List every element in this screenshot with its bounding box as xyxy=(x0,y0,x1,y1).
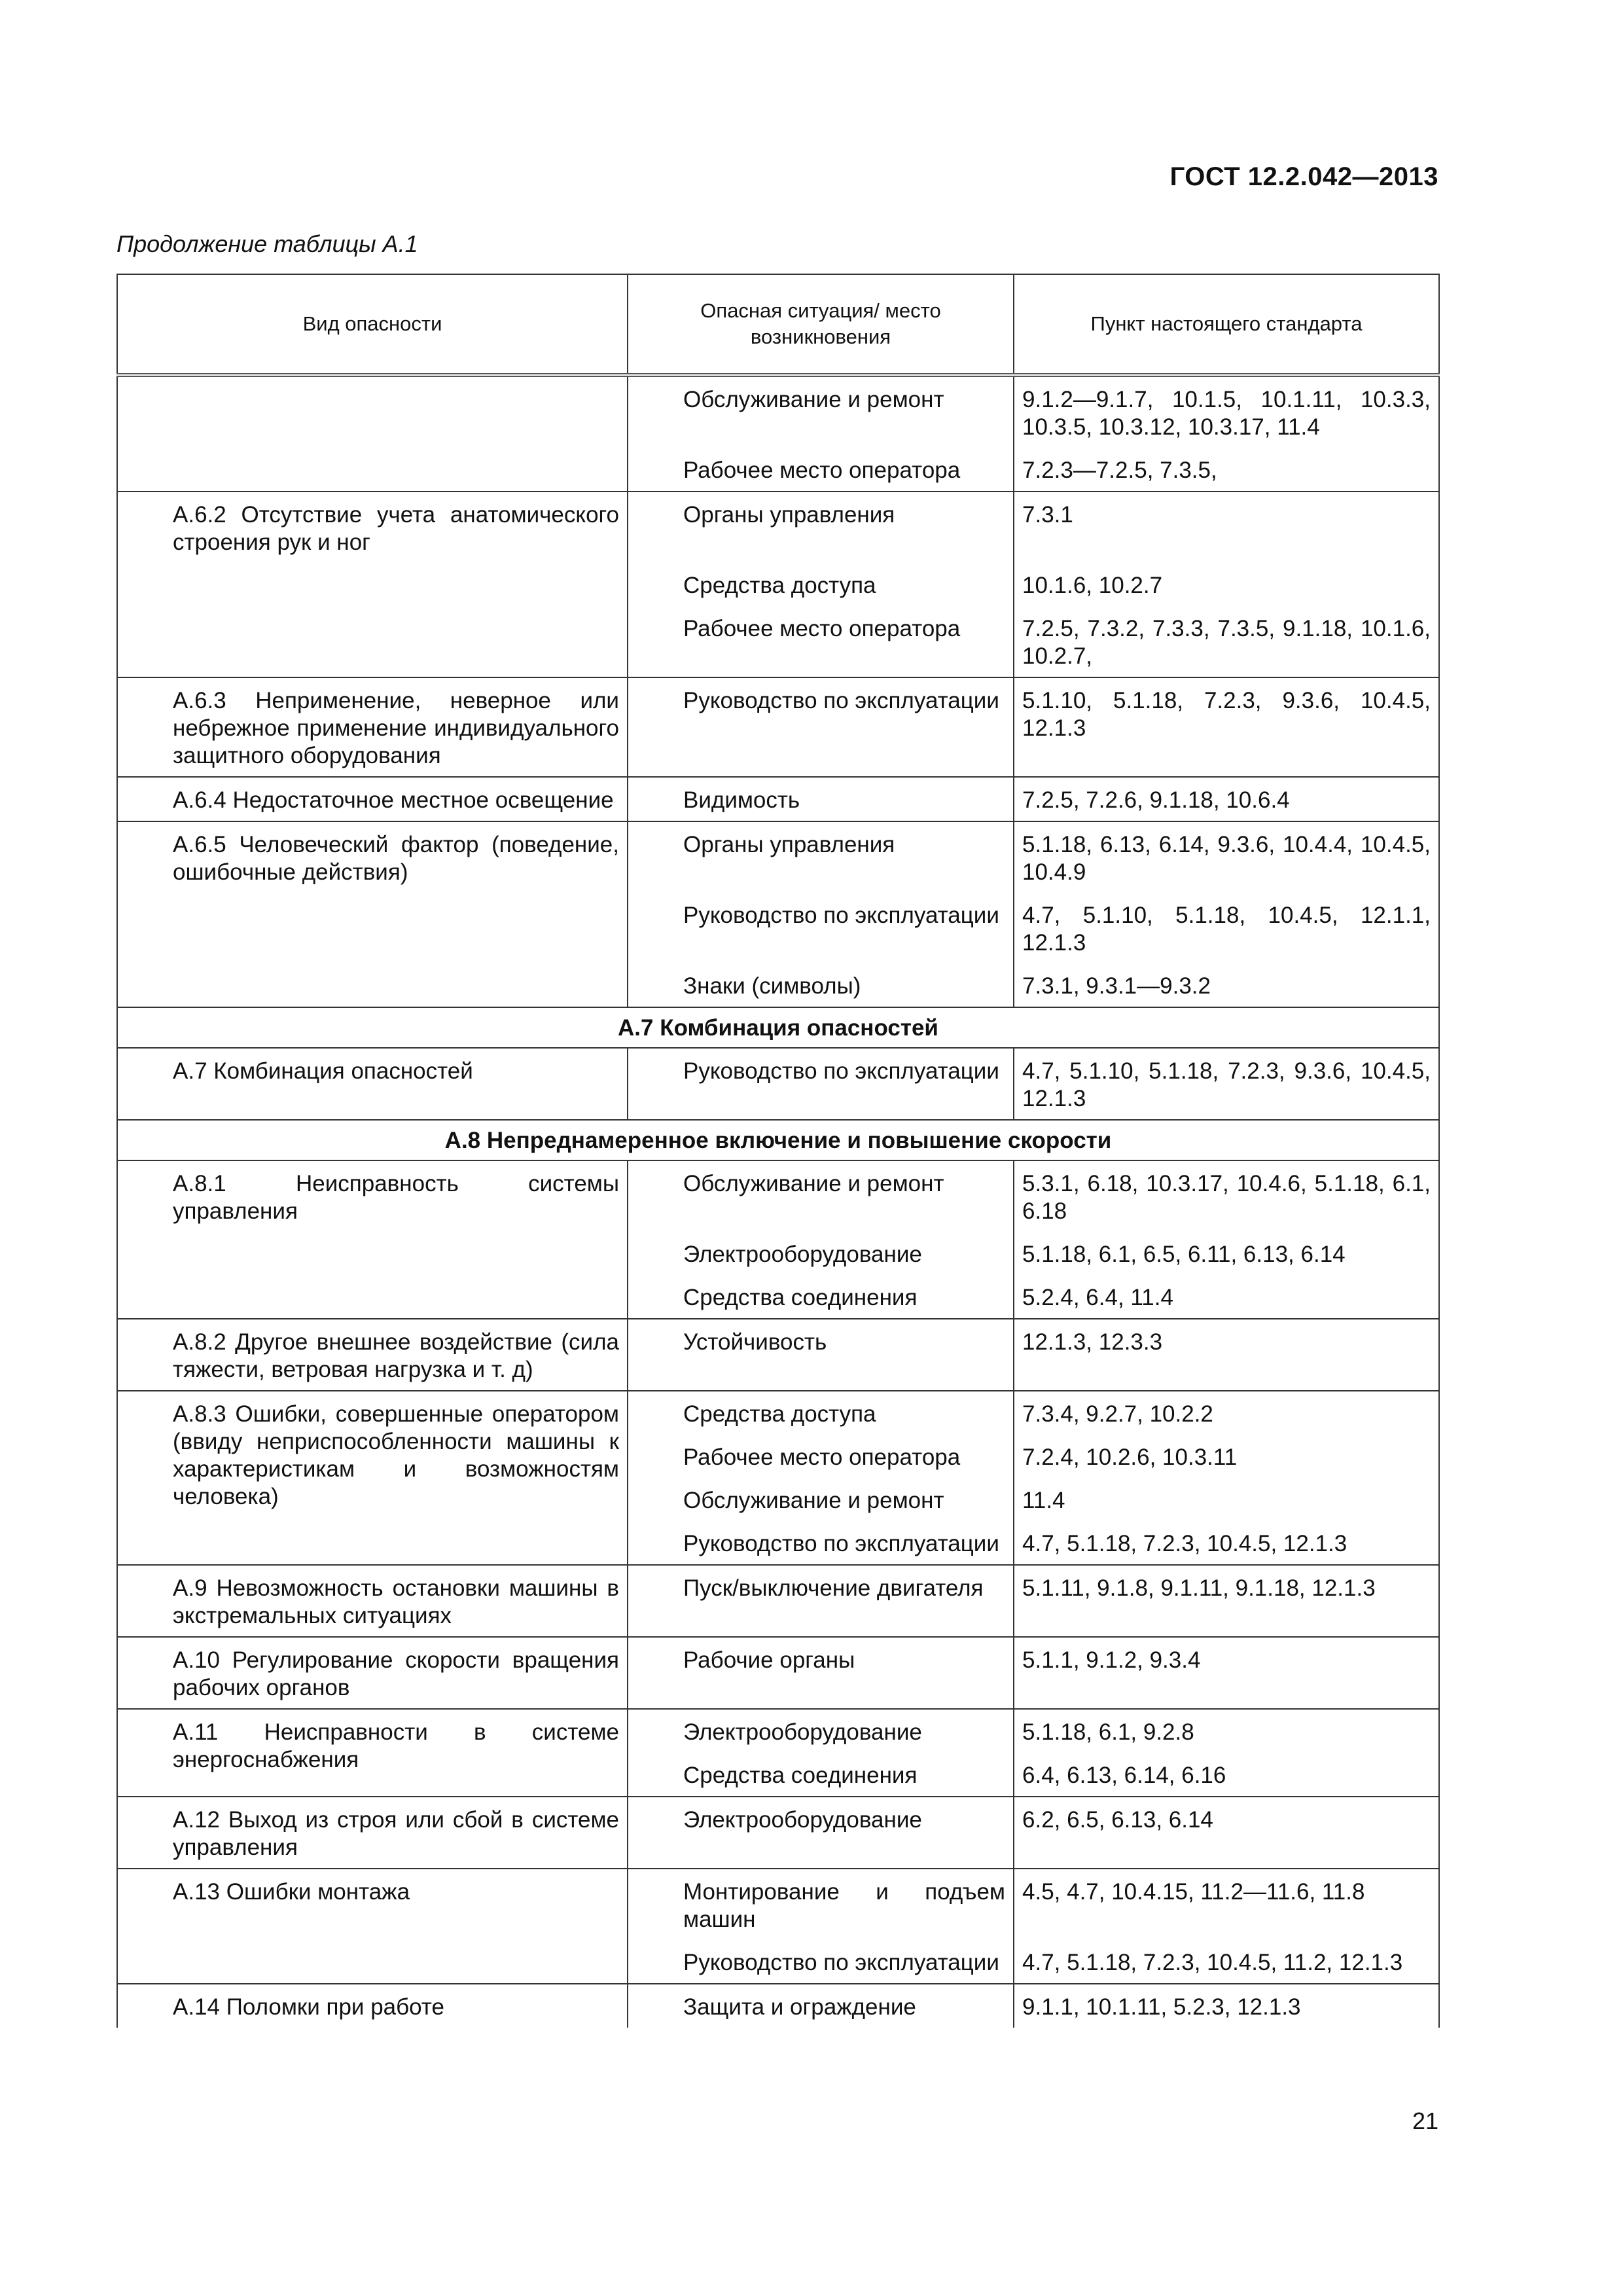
situation-cell: Электрооборудование xyxy=(628,1709,1014,1753)
situation-cell: Монтирование и подъем машин xyxy=(628,1869,1014,1940)
situation-cell: Руководство по эксплуатации xyxy=(628,893,1014,963)
situation-cell: Средства соединения xyxy=(628,1753,1014,1797)
table-row xyxy=(117,1637,1439,1709)
situation-cell: Знаки (символы) xyxy=(628,963,1014,1007)
clauses-cell: 11.4 xyxy=(1014,1478,1439,1521)
clauses-cell: 6.2, 6.5, 6.13, 6.14 xyxy=(1014,1797,1439,1869)
hazard-cell: А.14 Поломки при работе xyxy=(117,1984,628,2028)
clauses-cell: 7.3.1 xyxy=(1014,492,1439,563)
hazard-cell: А.10 Регулирование скорости вращения рабочих органов xyxy=(117,1637,628,1709)
clauses-cell: 4.7, 5.1.18, 7.2.3, 10.4.5, 11.2, 12.1.3 xyxy=(1014,1940,1439,1984)
clauses-cell: 4.7, 5.1.18, 7.2.3, 10.4.5, 12.1.3 xyxy=(1014,1521,1439,1565)
clauses-cell: 7.2.3—7.2.5, 7.3.5, xyxy=(1014,448,1439,492)
section-heading-row xyxy=(117,1120,1439,1160)
situation-cell: Средства доступа xyxy=(628,1391,1014,1435)
hazard-table xyxy=(116,274,1440,2028)
table-row xyxy=(117,1391,1439,1435)
clauses-cell: 7.2.4, 10.2.6, 10.3.11 xyxy=(1014,1435,1439,1478)
table-row xyxy=(117,492,1439,563)
situation-cell: Средства доступа xyxy=(628,563,1014,606)
table-row xyxy=(117,1869,1439,1940)
hazard-cell: А.8.3 Ошибки, совершенные оператором (ввиду неприспособленности машины к характеристикам и возможностям человека) xyxy=(117,1391,628,1565)
table-row xyxy=(117,563,1439,606)
table-row xyxy=(117,677,1439,777)
table-row xyxy=(117,1709,1439,1753)
situation-cell: Рабочее место оператора xyxy=(628,606,1014,677)
situation-cell: Рабочее место оператора xyxy=(628,448,1014,492)
clauses-cell: 5.1.10, 5.1.18, 7.2.3, 9.3.6, 10.4.5, 12.1.3 xyxy=(1014,677,1439,777)
clauses-cell: 4.5, 4.7, 10.4.15, 11.2—11.6, 11.8 xyxy=(1014,1869,1439,1940)
clauses-cell: 12.1.3, 12.3.3 xyxy=(1014,1319,1439,1391)
situation-cell: Видимость xyxy=(628,777,1014,821)
table-row xyxy=(117,777,1439,821)
hazard-cell: А.9 Невозможность остановки машины в экстремальных ситуациях xyxy=(117,1565,628,1637)
clauses-cell: 7.2.5, 7.2.6, 9.1.18, 10.6.4 xyxy=(1014,777,1439,821)
clauses-cell: 10.1.6, 10.2.7 xyxy=(1014,563,1439,606)
situation-cell: Руководство по эксплуатации xyxy=(628,1048,1014,1120)
table-row xyxy=(117,821,1439,893)
clauses-cell: 7.2.5, 7.3.2, 7.3.3, 7.3.5, 9.1.18, 10.1.6, 10.2.7, xyxy=(1014,606,1439,677)
hazard-cell xyxy=(117,1940,628,1984)
hazard-cell xyxy=(117,1275,628,1319)
clauses-cell: 7.3.1, 9.3.1—9.3.2 xyxy=(1014,963,1439,1007)
table-row xyxy=(117,1797,1439,1869)
situation-cell: Руководство по эксплуатации xyxy=(628,1940,1014,1984)
table-row xyxy=(117,1940,1439,1984)
column-header-situation: Опасная ситуация/ место возникновения xyxy=(628,274,1014,375)
table-body xyxy=(117,375,1439,2028)
situation-cell: Органы управления xyxy=(628,492,1014,563)
situation-cell: Обслуживание и ремонт xyxy=(628,375,1014,448)
clauses-cell: 5.2.4, 6.4, 11.4 xyxy=(1014,1275,1439,1319)
table-row xyxy=(117,1565,1439,1637)
table-row xyxy=(117,1319,1439,1391)
hazard-cell: А.12 Выход из строя или сбой в системе управления xyxy=(117,1797,628,1869)
table-row xyxy=(117,1160,1439,1232)
hazard-cell xyxy=(117,606,628,677)
situation-cell: Обслуживание и ремонт xyxy=(628,1160,1014,1232)
section-heading: А.7 Комбинация опасностей xyxy=(117,1007,1439,1048)
hazard-cell xyxy=(117,1232,628,1275)
clauses-cell: 5.1.11, 9.1.8, 9.1.11, 9.1.18, 12.1.3 xyxy=(1014,1565,1439,1637)
situation-cell: Электрооборудование xyxy=(628,1797,1014,1869)
situation-cell: Обслуживание и ремонт xyxy=(628,1478,1014,1521)
situation-cell: Защита и ограждение xyxy=(628,1984,1014,2028)
column-header-hazard: Вид опасности xyxy=(117,274,628,375)
clauses-cell: 6.4, 6.13, 6.14, 6.16 xyxy=(1014,1753,1439,1797)
situation-cell: Средства соединения xyxy=(628,1275,1014,1319)
hazard-cell: А.8.2 Другое внешнее воздействие (сила тяжести, ветровая нагрузка и т. д) xyxy=(117,1319,628,1391)
hazard-cell: А.6.5 Человеческий фактор (поведение, ошибочные действия) xyxy=(117,821,628,893)
clauses-cell: 9.1.2—9.1.7, 10.1.5, 10.1.11, 10.3.3, 10.3.5, 10.3.12, 10.3.17, 11.4 xyxy=(1014,375,1439,448)
hazard-cell: А.6.2 Отсутствие учета анатомического строения рук и ног xyxy=(117,492,628,563)
page-number: 21 xyxy=(1412,2108,1438,2134)
table-header xyxy=(117,274,1439,375)
situation-cell: Пуск/выключение двигателя xyxy=(628,1565,1014,1637)
table-row xyxy=(117,606,1439,677)
hazard-cell: А.6.3 Неприменение, неверное или небрежное применение индивидуального защитного оборудования xyxy=(117,677,628,777)
situation-cell: Органы управления xyxy=(628,821,1014,893)
table-row xyxy=(117,963,1439,1007)
situation-cell: Руководство по эксплуатации xyxy=(628,677,1014,777)
hazard-cell: А.7 Комбинация опасностей xyxy=(117,1048,628,1120)
clauses-cell: 9.1.1, 10.1.11, 5.2.3, 12.1.3 xyxy=(1014,1984,1439,2028)
table-row xyxy=(117,893,1439,963)
situation-cell: Электрооборудование xyxy=(628,1232,1014,1275)
clauses-cell: 4.7, 5.1.10, 5.1.18, 7.2.3, 9.3.6, 10.4.5, 12.1.3 xyxy=(1014,1048,1439,1120)
clauses-cell: 5.1.18, 6.1, 6.5, 6.11, 6.13, 6.14 xyxy=(1014,1232,1439,1275)
hazard-cell xyxy=(117,448,628,492)
table-row xyxy=(117,448,1439,492)
table-row xyxy=(117,375,1439,448)
clauses-cell: 7.3.4, 9.2.7, 10.2.2 xyxy=(1014,1391,1439,1435)
hazard-cell xyxy=(117,893,628,963)
situation-cell: Руководство по эксплуатации xyxy=(628,1521,1014,1565)
clauses-cell: 5.1.18, 6.13, 6.14, 9.3.6, 10.4.4, 10.4.5, 10.4.9 xyxy=(1014,821,1439,893)
hazard-cell: А.8.1 Неисправность системы управления xyxy=(117,1160,628,1232)
table-row xyxy=(117,1275,1439,1319)
clauses-cell: 5.1.1, 9.1.2, 9.3.4 xyxy=(1014,1637,1439,1709)
hazard-cell xyxy=(117,563,628,606)
situation-cell: Рабочие органы xyxy=(628,1637,1014,1709)
clauses-cell: 5.3.1, 6.18, 10.3.17, 10.4.6, 5.1.18, 6.1, 6.18 xyxy=(1014,1160,1439,1232)
situation-cell: Рабочее место оператора xyxy=(628,1435,1014,1478)
table-continuation-caption: Продолжение таблицы А.1 xyxy=(116,230,418,257)
section-heading: А.8 Непреднамеренное включение и повышение скорости xyxy=(117,1120,1439,1160)
situation-cell: Устойчивость xyxy=(628,1319,1014,1391)
table-row xyxy=(117,1048,1439,1120)
hazard-cell: А.6.4 Недостаточное местное освещение xyxy=(117,777,628,821)
clauses-cell: 4.7, 5.1.10, 5.1.18, 10.4.5, 12.1.1, 12.1.3 xyxy=(1014,893,1439,963)
clauses-cell: 5.1.18, 6.1, 9.2.8 xyxy=(1014,1709,1439,1753)
table-row xyxy=(117,1232,1439,1275)
hazard-cell: А.13 Ошибки монтажа xyxy=(117,1869,628,1940)
document-code: ГОСТ 12.2.042—2013 xyxy=(1169,162,1438,191)
hazard-cell xyxy=(117,375,628,448)
hazard-cell xyxy=(117,963,628,1007)
hazard-cell: А.11 Неисправности в системе энергоснабжения xyxy=(117,1709,628,1797)
column-header-clauses: Пункт настоящего стандарта xyxy=(1014,274,1439,375)
table-row xyxy=(117,1984,1439,2028)
section-heading-row xyxy=(117,1007,1439,1048)
